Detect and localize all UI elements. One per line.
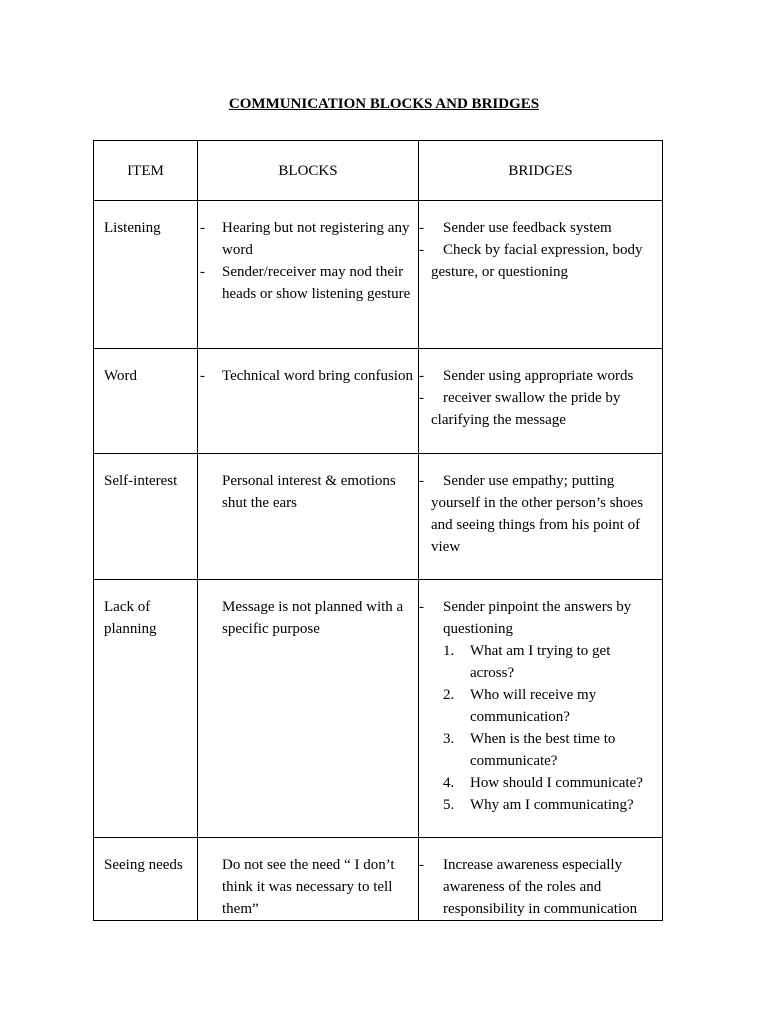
bridges-cell bbox=[419, 454, 663, 580]
item-cell bbox=[94, 838, 198, 921]
item-label: Seeing needs bbox=[104, 857, 183, 873]
blocks-cell bbox=[198, 580, 419, 838]
bridge-point: - Sender using appropriate words bbox=[419, 365, 658, 387]
dash-bullet: - bbox=[200, 264, 205, 280]
table-header-row bbox=[94, 141, 663, 201]
dash-bullet: - bbox=[419, 857, 424, 873]
bridge-point: - Increase awareness especially awareness of the roles and responsibility in communication bbox=[419, 854, 658, 920]
bridge-point: - Sender use feedback system bbox=[419, 217, 658, 239]
block-text: Do not see the need “ I don’t think it was necessary to tell them” bbox=[222, 857, 395, 917]
dash-bullet: - bbox=[419, 599, 424, 615]
dash-bullet: - bbox=[419, 220, 424, 236]
item-cell bbox=[94, 454, 198, 580]
list-item: 4. How should I communicate? bbox=[443, 775, 643, 791]
item-cell bbox=[94, 580, 198, 838]
bridge-point: - Sender pinpoint the answers by questioning bbox=[419, 596, 658, 640]
block-point: - Hearing but not registering any word bbox=[198, 217, 414, 261]
dash-bullet: - bbox=[419, 368, 424, 384]
bridges-cell bbox=[419, 349, 663, 454]
bridges-cell bbox=[419, 580, 663, 838]
list-item: 2. Who will receive my communication? bbox=[443, 687, 597, 725]
table-row bbox=[94, 349, 663, 454]
item-label: Lack of planning bbox=[104, 599, 157, 637]
blocks-cell bbox=[198, 838, 419, 921]
item-label: Word bbox=[104, 368, 137, 384]
item-label: Listening bbox=[104, 220, 161, 236]
list-item: 3. When is the best time to communicate? bbox=[443, 731, 616, 769]
table-row bbox=[94, 580, 663, 838]
dash-bullet: - bbox=[419, 242, 424, 258]
table-row bbox=[94, 838, 663, 921]
dash-bullet: - bbox=[200, 220, 205, 236]
table-row bbox=[94, 454, 663, 580]
list-item: 1. What am I trying to get across? bbox=[443, 643, 611, 681]
blocks-cell bbox=[198, 349, 419, 454]
blocks-cell bbox=[198, 201, 419, 349]
item-cell bbox=[94, 201, 198, 349]
dash-bullet: - bbox=[419, 473, 424, 489]
blocks-cell bbox=[198, 454, 419, 580]
header-bridges: BRIDGES bbox=[419, 141, 663, 201]
list-item: 5. Why am I communicating? bbox=[443, 797, 634, 813]
block-text: Personal interest & emotions shut the ears bbox=[222, 473, 396, 511]
bridge-point: - Check by facial expression, body gesture, or questioning bbox=[419, 239, 658, 283]
block-text: Message is not planned with a specific purpose bbox=[222, 599, 404, 637]
item-label: Self-interest bbox=[104, 473, 178, 489]
page-title: COMMUNICATION BLOCKS AND BRIDGES bbox=[228, 96, 540, 112]
block-point: - Sender/receiver may nod their heads or show listening gesture bbox=[198, 261, 414, 305]
header-blocks: BLOCKS bbox=[198, 141, 419, 201]
dash-bullet: - bbox=[200, 368, 205, 384]
blocks-bridges-table bbox=[93, 140, 663, 921]
bridges-cell bbox=[419, 838, 663, 921]
item-cell bbox=[94, 349, 198, 454]
block-point: - Technical word bring confusion bbox=[198, 365, 414, 387]
dash-bullet: - bbox=[419, 390, 424, 406]
bridge-point: - receiver swallow the pride by clarifying the message bbox=[419, 387, 658, 431]
bridge-point: - Sender use empathy; putting yourself in the other person’s shoes and seeing things from his point of view bbox=[419, 470, 658, 558]
bridges-cell bbox=[419, 201, 663, 349]
question-list bbox=[419, 640, 658, 816]
table-row bbox=[94, 201, 663, 349]
header-item: ITEM bbox=[94, 141, 198, 201]
